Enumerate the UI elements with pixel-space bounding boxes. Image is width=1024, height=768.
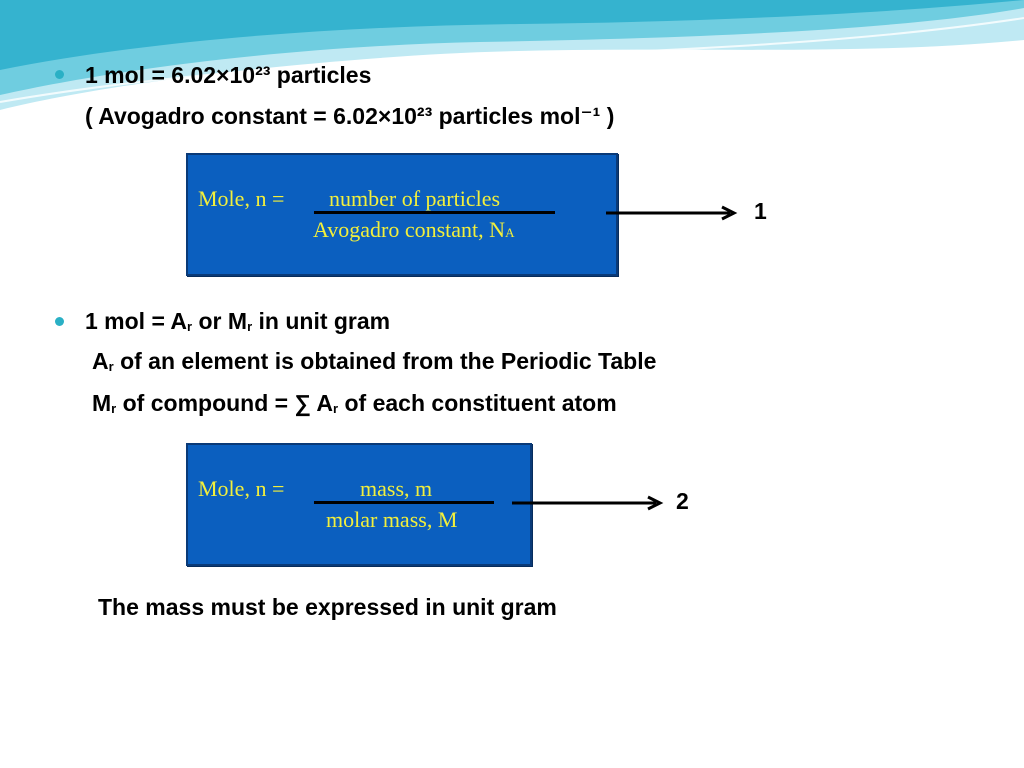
bullet1-line1: 1 mol = 6.02×10²³ particles (85, 62, 372, 88)
arrow-right-icon (604, 205, 744, 221)
equation-box-2 (186, 443, 532, 566)
bullet-dot-2 (55, 317, 64, 326)
bullet2-line1-b: or M (192, 308, 248, 334)
bullet1-line2: ( Avogadro constant = 6.02×10²³ particles mol⁻¹ ) (85, 103, 615, 129)
ar-subscript: r (187, 319, 193, 334)
box1-numerator: number of particles (329, 186, 501, 211)
bullet2-line3-c: of each constituent atom (338, 390, 617, 416)
mass-unit-note: The mass must be expressed in unit gram (98, 594, 557, 620)
box2-fraction-line (314, 501, 494, 504)
box2-numerator: mass, m (360, 476, 433, 501)
bullet2-line2 (92, 347, 656, 381)
box1-denominator-text: Avogadro constant, N (313, 217, 506, 242)
bullet2-line3-b: of compound = ∑ A (116, 390, 334, 416)
box1-ref-number: 1 (754, 198, 767, 224)
box2-ref-number: 2 (676, 488, 689, 514)
bullet2-line1-a: 1 mol = A (85, 308, 188, 334)
mr-subscript-2: r (111, 401, 117, 416)
bullet2-line3 (92, 389, 617, 423)
box1-lhs: Mole, n = (198, 186, 285, 211)
box2-denominator: molar mass, M (326, 507, 458, 532)
equation-box-1 (186, 153, 618, 276)
mr-subscript: r (247, 319, 253, 334)
bullet2-line2-a: A (92, 348, 109, 374)
bullet2-line1 (85, 307, 390, 341)
ar-subscript-2: r (108, 359, 114, 374)
box2-lhs: Mole, n = (198, 476, 285, 501)
bullet2-line3-a: M (92, 390, 112, 416)
ar-subscript-3: r (333, 401, 339, 416)
arrow-right-icon-2 (510, 495, 670, 511)
bullet2-line1-c: in unit gram (252, 308, 391, 334)
bullet-dot-1 (55, 70, 64, 79)
box1-denominator (313, 217, 514, 243)
box1-denominator-subscript: A (505, 225, 515, 240)
box1-fraction-line (314, 211, 555, 214)
bullet2-line2-b: of an element is obtained from the Periodic Table (113, 348, 657, 374)
